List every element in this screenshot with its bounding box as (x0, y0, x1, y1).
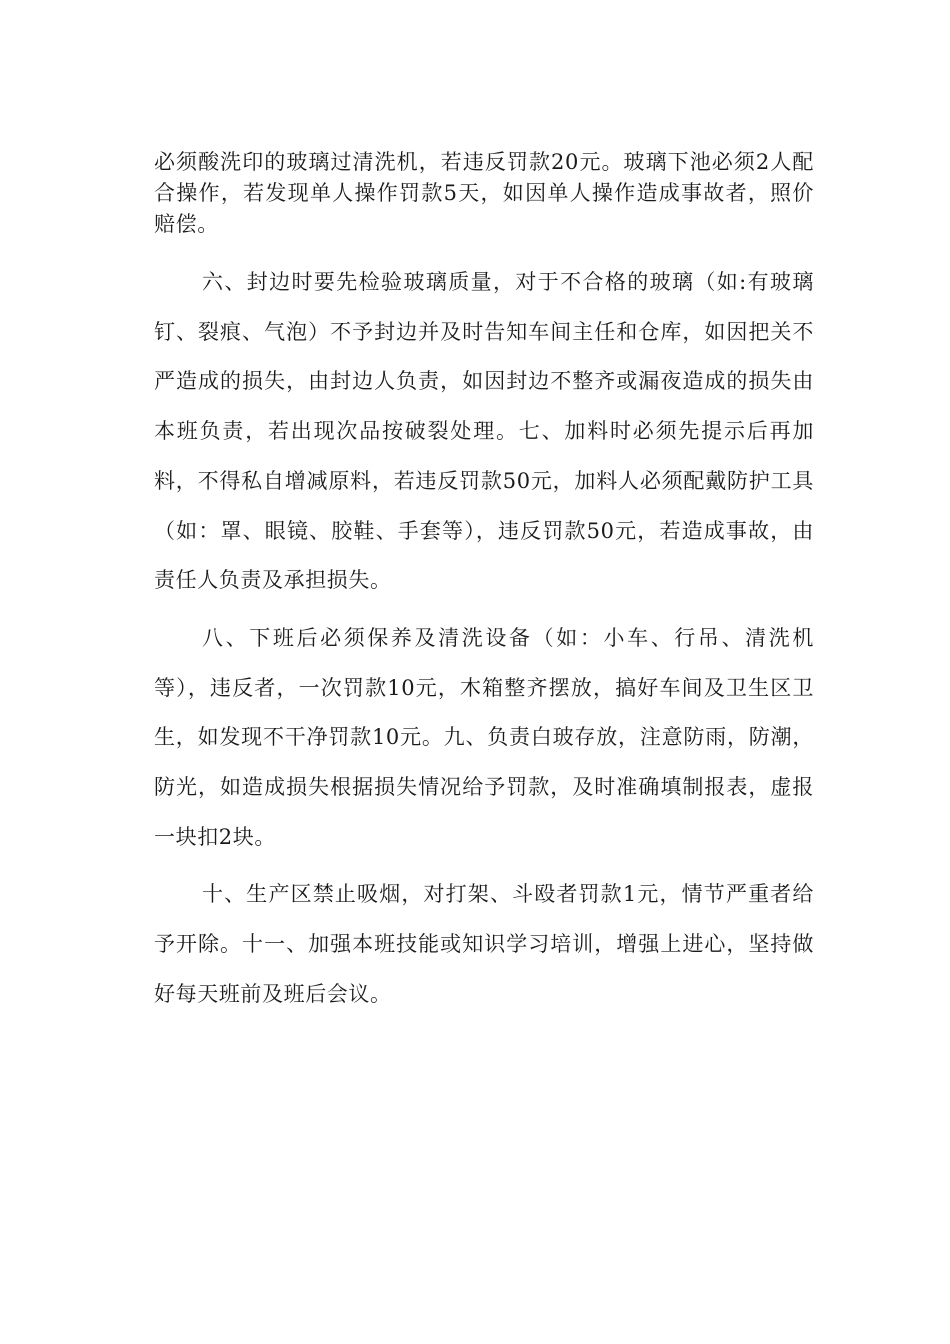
paragraph-continuation: 必须酸洗印的玻璃过清洗机，若违反罚款20元。玻璃下池必须2人配合操作，若发现单人操作罚款5天，如因单人操作造成事故者，照价赔偿。 (154, 150, 814, 236)
paragraph-section-6-7: 六、封边时要先检验玻璃质量，对于不合格的玻璃（如:有玻璃钉、裂痕、气泡）不予封边并及时告知车间主任和仓库，如因把关不严造成的损失，由封边人负责，如因封边不整齐或漏夜造成的损失由本班负责，若出现次品按破裂处理。七、加料时必须先提示后再加料，不得私自增减原料，若违反罚款50元，加料人必须配戴防护工具（如：罩、眼镜、胶鞋、手套等），违反罚款50元，若造成事故，由责任人负责及承担损失。 (154, 270, 814, 593)
paragraph-section-8-9: 八、下班后必须保养及清洗设备（如：小车、行吊、清洗机等），违反者，一次罚款10元，木箱整齐摆放，搞好车间及卫生区卫生，如发现不干净罚款10元。九、负责白玻存放，注意防雨，防潮，防光，如造成损失根据损失情况给予罚款，及时准确填制报表，虚报一块扣2块。 (154, 625, 814, 849)
paragraph-section-10-11: 十、生产区禁止吸烟，对打架、斗殴者罚款1元，情节严重者给予开除。十一、加强本班技能或知识学习培训，增强上进心，坚持做好每天班前及班后会议。 (154, 882, 814, 1006)
document-body (154, 147, 814, 1028)
